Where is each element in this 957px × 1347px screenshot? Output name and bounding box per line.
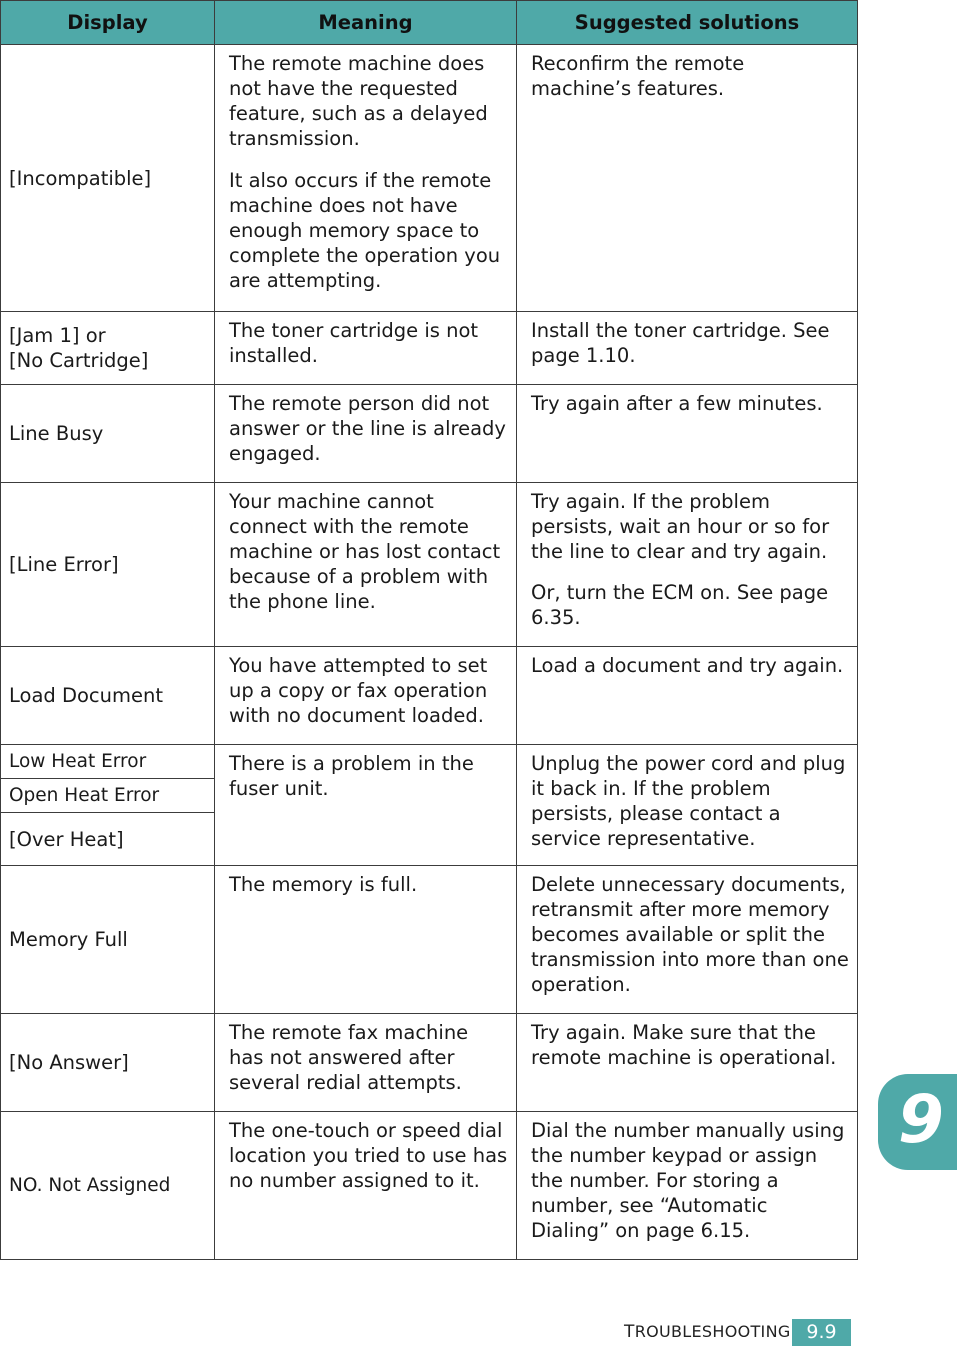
footer-section-initial: T (624, 1322, 635, 1342)
meaning-text: The remote machine does not have the requested feature, such as a delayed transmission. (229, 52, 488, 150)
table-row (1, 647, 858, 745)
table-row (1, 385, 858, 483)
solution-text: Try again. Make sure that the remote machine is operational. (531, 1021, 837, 1069)
header-display: Display (1, 1, 215, 45)
solution-cell (517, 1014, 858, 1112)
display-cell: Memory Full (1, 866, 215, 1014)
display-cell: [Incompatible] (1, 45, 215, 312)
display-cell: Low Heat Error (1, 745, 215, 779)
solution-text: Try again after a few minutes. (531, 392, 823, 415)
meaning-cell (215, 1014, 517, 1112)
solution-cell (517, 866, 858, 1014)
meaning-text: The toner cartridge is not installed. (229, 319, 479, 367)
solution-text: Or, turn the ECM on. See page 6.35. (531, 581, 829, 629)
table-row (1, 312, 858, 385)
display-cell: [Over Heat] (1, 813, 215, 866)
header-meaning: Meaning (215, 1, 517, 45)
meaning-cell (215, 385, 517, 483)
display-cell: [Line Error] (1, 483, 215, 647)
footer-section-title (624, 1322, 791, 1342)
display-cell: Line Busy (1, 385, 215, 483)
solution-text: Install the toner cartridge. See page 1.10. (531, 319, 830, 367)
display-line: [Jam 1] or (9, 324, 106, 347)
solution-text: Dial the number manually using the number keypad or assign the number. For storing a number, see “Automatic Dialing” on page 6.15. (531, 1119, 845, 1242)
meaning-text: You have attempted to set up a copy or fax operation with no document loaded. (229, 654, 488, 727)
solution-cell (517, 312, 858, 385)
meaning-cell (215, 647, 517, 745)
solution-text: Load a document and try again. (531, 654, 844, 677)
meaning-cell (215, 866, 517, 1014)
solution-text: Unplug the power cord and plug it back in. If the problem persists, please contact a service representative. (531, 752, 846, 850)
table-row (1, 866, 858, 1014)
page-number: 9.9 (792, 1319, 851, 1346)
solution-cell (517, 1112, 858, 1260)
solution-cell (517, 647, 858, 745)
meaning-cell (215, 745, 517, 866)
display-cell: NO. Not Assigned (1, 1112, 215, 1260)
solution-cell (517, 385, 858, 483)
solution-text: Try again. If the problem persists, wait an hour or so for the line to clear and try again. (531, 490, 830, 563)
meaning-cell (215, 312, 517, 385)
meaning-text: It also occurs if the remote machine does not have enough memory space to complete the operation you are attempting. (229, 169, 501, 292)
meaning-text: Your machine cannot connect with the remote machine or has lost contact because of a problem with the phone line. (229, 490, 501, 613)
meaning-text: The one-touch or speed dial location you tried to use has no number assigned to it. (229, 1119, 508, 1192)
meaning-cell (215, 483, 517, 647)
table-row (1, 45, 858, 312)
solution-cell (517, 45, 858, 312)
solution-cell (517, 745, 858, 866)
solution-cell (517, 483, 858, 647)
chapter-number: 9 (898, 1081, 944, 1158)
meaning-text: The remote person did not answer or the line is already engaged. (229, 392, 506, 465)
footer-section-rest: ROUBLESHOOTING (634, 1322, 791, 1341)
display-cell (1, 312, 215, 385)
table-header-row (1, 1, 858, 45)
meaning-text: There is a problem in the fuser unit. (229, 752, 474, 800)
display-cell: Open Heat Error (1, 779, 215, 813)
display-line: [No Cartridge] (9, 349, 149, 372)
table-row (1, 483, 858, 647)
display-cell: [No Answer] (1, 1014, 215, 1112)
meaning-text: The memory is full. (229, 873, 418, 896)
header-suggested-solutions: Suggested solutions (517, 1, 858, 45)
meaning-cell (215, 1112, 517, 1260)
chapter-tab (878, 1074, 957, 1170)
table-row (1, 1112, 858, 1260)
meaning-cell (215, 45, 517, 312)
table-row (1, 1014, 858, 1112)
solution-text: Delete unnecessary documents, retransmit after more memory becomes available or split the transmission into more than one operation. (531, 873, 849, 996)
display-cell: Load Document (1, 647, 215, 745)
table-row (1, 745, 858, 779)
solution-text: Reconfirm the remote machine’s features. (531, 52, 745, 100)
meaning-text: The remote fax machine has not answered after several redial attempts. (229, 1021, 469, 1094)
